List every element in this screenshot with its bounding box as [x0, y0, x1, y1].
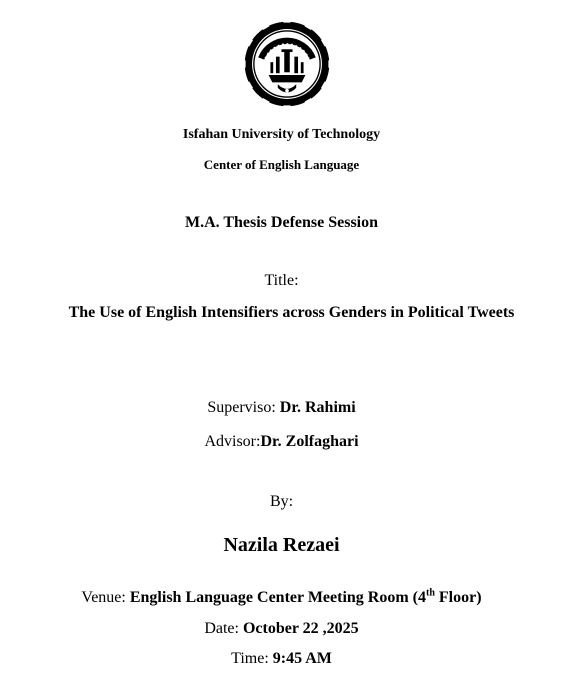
advisor-line	[0, 433, 563, 451]
venue-line	[0, 589, 563, 607]
date-line	[0, 620, 563, 638]
university-logo-icon	[241, 18, 333, 110]
thesis-title: The Use of English Intensifiers across Genders in Political Tweets	[68, 304, 515, 321]
time-value: 9:45 AM	[272, 650, 332, 667]
supervisor-line	[0, 399, 563, 417]
advisor-name: Dr. Zolfaghari	[260, 433, 359, 450]
gear-seal-icon	[241, 18, 333, 110]
venue-value-superscript: th	[426, 587, 435, 599]
center-name: Center of English Language	[203, 157, 360, 172]
time-line	[0, 650, 563, 668]
venue-label: Venue:	[81, 589, 126, 606]
venue-value	[130, 589, 482, 606]
author-name: Nazila Rezaei	[223, 534, 340, 556]
date-value: October 22 ,2025	[242, 620, 359, 637]
supervisor-name: Dr. Rahimi	[279, 399, 356, 416]
time-label: Time:	[231, 650, 269, 667]
advisor-label: Advisor:	[204, 433, 261, 450]
venue-value-main: English Language Center Meeting Room (4	[129, 589, 426, 606]
date-label: Date:	[204, 620, 239, 637]
title-label: Title:	[264, 272, 299, 289]
by-label: By:	[269, 493, 294, 510]
university-name: Isfahan University of Technology	[182, 127, 381, 142]
session-heading: M.A. Thesis Defense Session	[184, 214, 379, 231]
venue-value-end: Floor)	[434, 589, 482, 606]
supervisor-label: Superviso:	[207, 399, 276, 416]
